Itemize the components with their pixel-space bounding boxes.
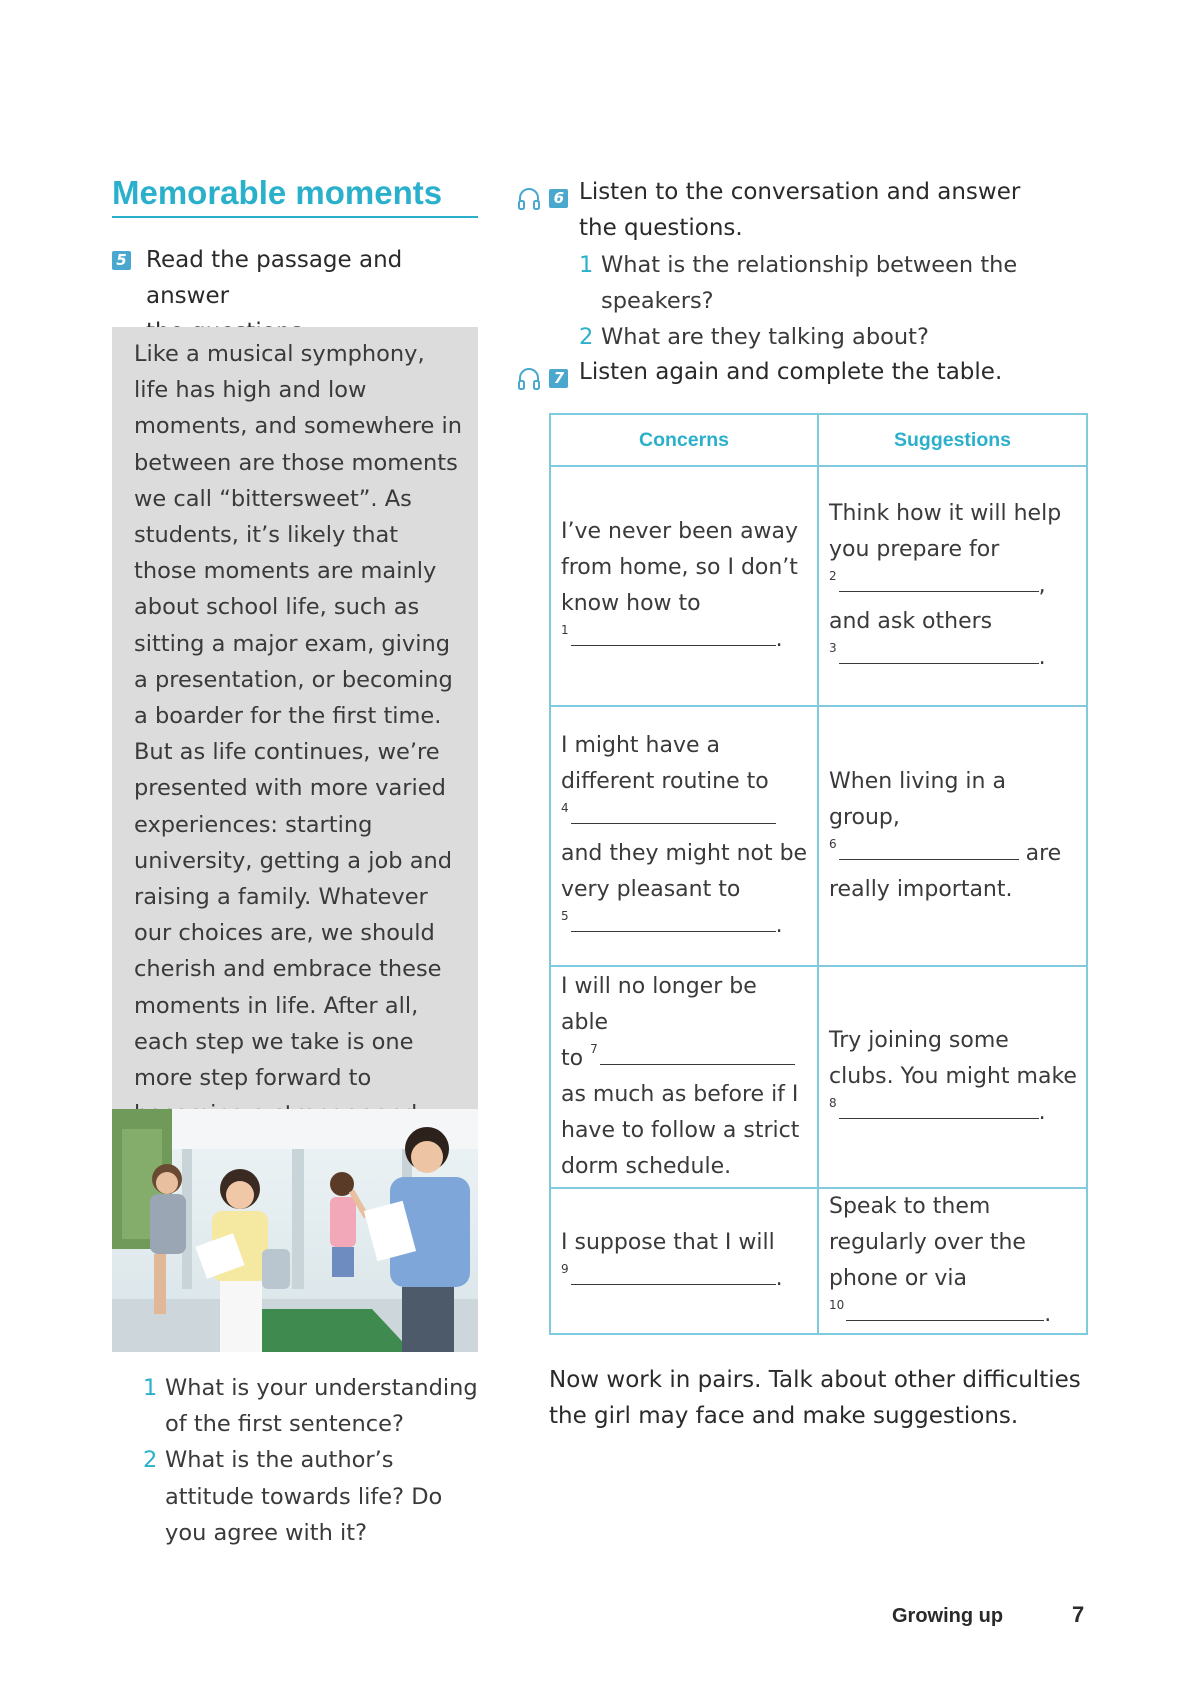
concern-text: I might have a different routine to [561, 733, 769, 794]
suggestion-cell [818, 706, 1087, 966]
suggestion-text: are [1025, 841, 1062, 866]
blank-number: 2 [829, 569, 837, 583]
punctuation: . [1038, 1100, 1046, 1125]
concern-text: I’ve never been away from home, so I don’t know how to [561, 519, 799, 616]
answer-blank-3[interactable] [839, 641, 1039, 664]
punctuation: . [1038, 645, 1046, 670]
table-row [550, 966, 1087, 1188]
activity-5-question-1 [143, 1370, 483, 1442]
activity-6-instruction [517, 174, 1117, 246]
activity-6-question-1 [579, 247, 1119, 319]
blank-number: 7 [590, 1042, 598, 1056]
answer-blank-8[interactable] [839, 1096, 1039, 1119]
activity-6-instruction-line1: Listen to the conversation and answer [579, 179, 1021, 205]
concern-cell [550, 466, 818, 706]
concern-text: as much as before if I have to follow a strict dorm schedule. [561, 1082, 800, 1179]
activity-5-instruction-line1: Read the passage and answer [146, 247, 403, 309]
concern-cell [550, 1188, 818, 1334]
question-number: 1 [579, 252, 594, 278]
answer-blank-4[interactable] [571, 801, 776, 824]
suggestion-text: Try joining some clubs. You might make [829, 1028, 1077, 1089]
question-number: 2 [579, 324, 594, 350]
blank-number: 3 [829, 641, 837, 655]
activity-7-instruction [517, 354, 1117, 390]
answer-blank-2[interactable] [839, 569, 1039, 592]
concerns-suggestions-table [549, 413, 1088, 1335]
answer-blank-6[interactable] [839, 837, 1019, 860]
activity-7-audio[interactable] [517, 360, 568, 396]
punctuation: . [1044, 1302, 1052, 1327]
activity-6-badge: 6 [549, 189, 568, 208]
activity-5-questions [143, 1370, 483, 1551]
punctuation: . [775, 627, 783, 652]
blank-number: 4 [561, 801, 569, 815]
question-text: What is the author’s attitude towards life? Do you agree with it? [165, 1447, 443, 1546]
activity-6-audio[interactable] [517, 180, 568, 216]
answer-blank-7[interactable] [600, 1042, 795, 1065]
activity-6-questions [579, 247, 1119, 355]
header-suggestions: Suggestions [818, 414, 1087, 466]
answer-blank-9[interactable] [571, 1262, 776, 1285]
punctuation: , [1038, 573, 1046, 598]
blank-number: 9 [561, 1262, 569, 1276]
suggestion-text: really important. [829, 877, 1013, 902]
punctuation: . [775, 1266, 783, 1291]
blank-number: 6 [829, 837, 837, 851]
table-row [550, 466, 1087, 706]
activity-7-instruction-text: Listen again and complete the table. [579, 359, 1003, 385]
activity-6-instruction-line2: the questions. [579, 215, 743, 241]
question-text: What are they talking about? [601, 324, 929, 350]
footer-unit-title: Growing up [892, 1605, 1004, 1627]
concern-text: to [561, 1046, 584, 1071]
pair-work-instruction: Now work in pairs. Talk about other difficulties the girl may face and make suggestions. [549, 1367, 1081, 1429]
question-number: 1 [143, 1375, 158, 1401]
reading-passage: Like a musical symphony, life has high and low moments, and somewhere in between are those moments we call “bittersweet”. As students, it’s likely that those moments are mainly about school life, such as sitting a major exam, giving a presentation, or becoming a boarder for the first time. But as life continues, we’re presented with more varied experiences: starting university, getting a job and raising a family. Whatever our choices are, we should cherish and embrace these moments in life. After all, each step we take is one more step forward to [134, 341, 463, 1092]
students-photo-illustration [112, 1109, 478, 1352]
blank-number: 1 [561, 623, 569, 637]
concern-text: I will no longer be able [561, 974, 757, 1035]
activity-7-badge: 7 [549, 369, 568, 388]
suggestion-text: Speak to them regularly over the phone or via [829, 1194, 1026, 1291]
suggestion-text: When living in a group, [829, 769, 1006, 830]
table-row [550, 706, 1087, 966]
suggestion-cell [818, 466, 1087, 706]
page-number: 7 [1072, 1602, 1085, 1627]
blank-number: 8 [829, 1096, 837, 1110]
punctuation: . [775, 913, 783, 938]
headphones-icon [517, 188, 541, 210]
suggestion-cell [818, 966, 1087, 1188]
activity-5-badge: 5 [112, 251, 131, 270]
table-row [550, 1188, 1087, 1334]
headphones-icon [517, 368, 541, 390]
blank-number: 5 [561, 909, 569, 923]
answer-blank-5[interactable] [571, 909, 776, 932]
concern-text: I suppose that I will [561, 1230, 775, 1255]
concern-cell [550, 706, 818, 966]
blank-number: 10 [829, 1298, 845, 1312]
question-text: What is your understanding of the first sentence? [165, 1375, 478, 1438]
concern-text: and they might not be very pleasant to [561, 841, 808, 902]
suggestion-text: and ask others [829, 609, 993, 634]
suggestion-cell [818, 1188, 1087, 1334]
activity-5-question-2 [143, 1442, 483, 1551]
suggestion-text: Think how it will help you prepare for [829, 501, 1062, 562]
question-number: 2 [143, 1447, 158, 1474]
answer-blank-10[interactable] [846, 1298, 1044, 1321]
question-text: What is the relationship between the speakers? [601, 252, 1018, 314]
activity-6-question-2 [579, 319, 1119, 355]
section-title: Memorable moments [112, 174, 478, 218]
concern-cell [550, 966, 818, 1188]
students-photo [112, 1109, 478, 1352]
answer-blank-1[interactable] [571, 623, 776, 646]
header-concerns: Concerns [550, 414, 818, 466]
